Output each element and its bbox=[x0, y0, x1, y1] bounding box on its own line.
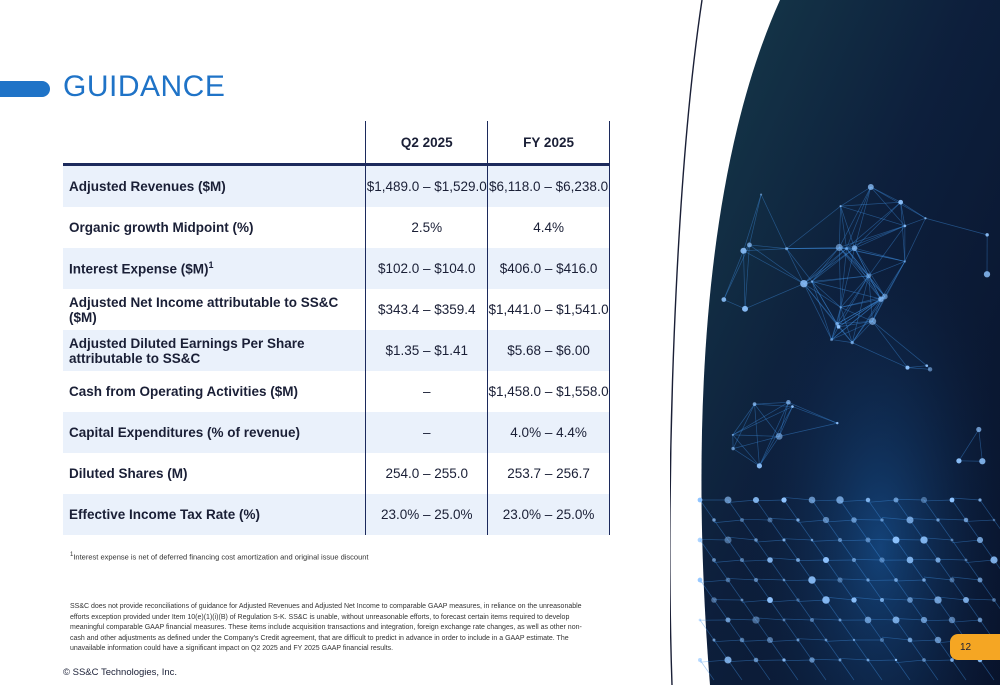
row-label-text: Diluted Shares (M) bbox=[69, 466, 188, 481]
q2-2025-value: $1.35 – $1.41 bbox=[366, 330, 488, 371]
page-title: GUIDANCE bbox=[63, 70, 226, 103]
table-row bbox=[63, 248, 610, 289]
q2-2025-value: $102.0 – $104.0 bbox=[366, 248, 488, 289]
title-accent-bar bbox=[0, 81, 50, 97]
table-row bbox=[63, 412, 610, 453]
fy-2025-value: $406.0 – $416.0 bbox=[488, 248, 610, 289]
row-label-text: Cash from Operating Activities ($M) bbox=[69, 384, 299, 399]
row-label bbox=[63, 371, 366, 412]
row-label bbox=[63, 412, 366, 453]
table-row bbox=[63, 371, 610, 412]
row-label-text: Adjusted Revenues ($M) bbox=[69, 179, 226, 194]
table-row bbox=[63, 494, 610, 535]
copyright: © SS&C Technologies, Inc. bbox=[63, 667, 178, 678]
row-label bbox=[63, 207, 366, 248]
fy-2025-value: $5.68 – $6.00 bbox=[488, 330, 610, 371]
footnote-marker: 1 bbox=[70, 552, 74, 558]
header-q2-2025: Q2 2025 bbox=[366, 121, 488, 165]
fy-2025-value: 23.0% – 25.0% bbox=[488, 494, 610, 535]
footnote-reference: 1 bbox=[208, 260, 214, 271]
q2-2025-value: – bbox=[366, 371, 488, 412]
fy-2025-value: $1,441.0 – $1,541.0 bbox=[488, 289, 610, 330]
fy-2025-value: $1,458.0 – $1,558.0 bbox=[488, 371, 610, 412]
table-header-row bbox=[63, 121, 610, 165]
fy-2025-value: 4.0% – 4.4% bbox=[488, 412, 610, 453]
row-label bbox=[63, 453, 366, 494]
row-label-text: Adjusted Diluted Earnings Per Share attributable to SS&C bbox=[69, 335, 305, 366]
table-row bbox=[63, 453, 610, 494]
table-row bbox=[63, 330, 610, 371]
network-graphic-panel bbox=[670, 0, 1000, 685]
q2-2025-value: $343.4 – $359.4 bbox=[366, 289, 488, 330]
row-label bbox=[63, 289, 366, 330]
fy-2025-value: 4.4% bbox=[488, 207, 610, 248]
footnote bbox=[70, 552, 369, 562]
row-label-text: Interest Expense ($M) bbox=[69, 261, 209, 277]
row-label-text: Adjusted Net Income attributable to SS&C ($M) bbox=[69, 294, 339, 325]
row-label-text: Organic growth Midpoint (%) bbox=[69, 220, 254, 235]
fy-2025-value: 253.7 – 256.7 bbox=[488, 453, 610, 494]
guidance-table bbox=[63, 121, 610, 535]
q2-2025-value: $1,489.0 – $1,529.0 bbox=[366, 165, 488, 208]
table-row bbox=[63, 165, 610, 208]
table-row bbox=[63, 207, 610, 248]
header-fy-2025: FY 2025 bbox=[488, 121, 610, 165]
row-label bbox=[63, 494, 366, 535]
row-label-text: Capital Expenditures (% of revenue) bbox=[69, 425, 301, 440]
fy-2025-value: $6,118.0 – $6,238.0 bbox=[488, 165, 610, 208]
table-row bbox=[63, 289, 610, 330]
row-label bbox=[63, 248, 366, 289]
header-label bbox=[63, 121, 366, 165]
row-label bbox=[63, 165, 366, 208]
q2-2025-value: 23.0% – 25.0% bbox=[366, 494, 488, 535]
q2-2025-value: – bbox=[366, 412, 488, 453]
gaap-disclaimer: SS&C does not provide reconciliations of guidance for Adjusted Revenues and Adjusted Net Income to comparable GAAP measures, in reliance on the unreasonable efforts exception provided under Item 10(e)(1)(i)(B) of Regulation S-K. SS&C is unable, without unreasonable efforts, to forecast certain items required to develop meaningful comparable GAAP financial measures. These items include acquisition transactions and integration, foreign exchange rate changes, as well as other non-cash and other adjustments as defined under the Company's Credit agreement, that are difficult to predict in advance in order to include in a GAAP estimate. The unavailable information could have a significant impact on Q2 2025 and FY 2025 GAAP financial results. bbox=[70, 603, 582, 652]
q2-2025-value: 254.0 – 255.0 bbox=[366, 453, 488, 494]
page-number: 12 bbox=[950, 634, 1000, 660]
row-label-text: Effective Income Tax Rate (%) bbox=[69, 507, 261, 522]
footnote-text: Interest expense is net of deferred financing cost amortization and original issue discount bbox=[73, 552, 369, 562]
q2-2025-value: 2.5% bbox=[366, 207, 488, 248]
row-label bbox=[63, 330, 366, 371]
